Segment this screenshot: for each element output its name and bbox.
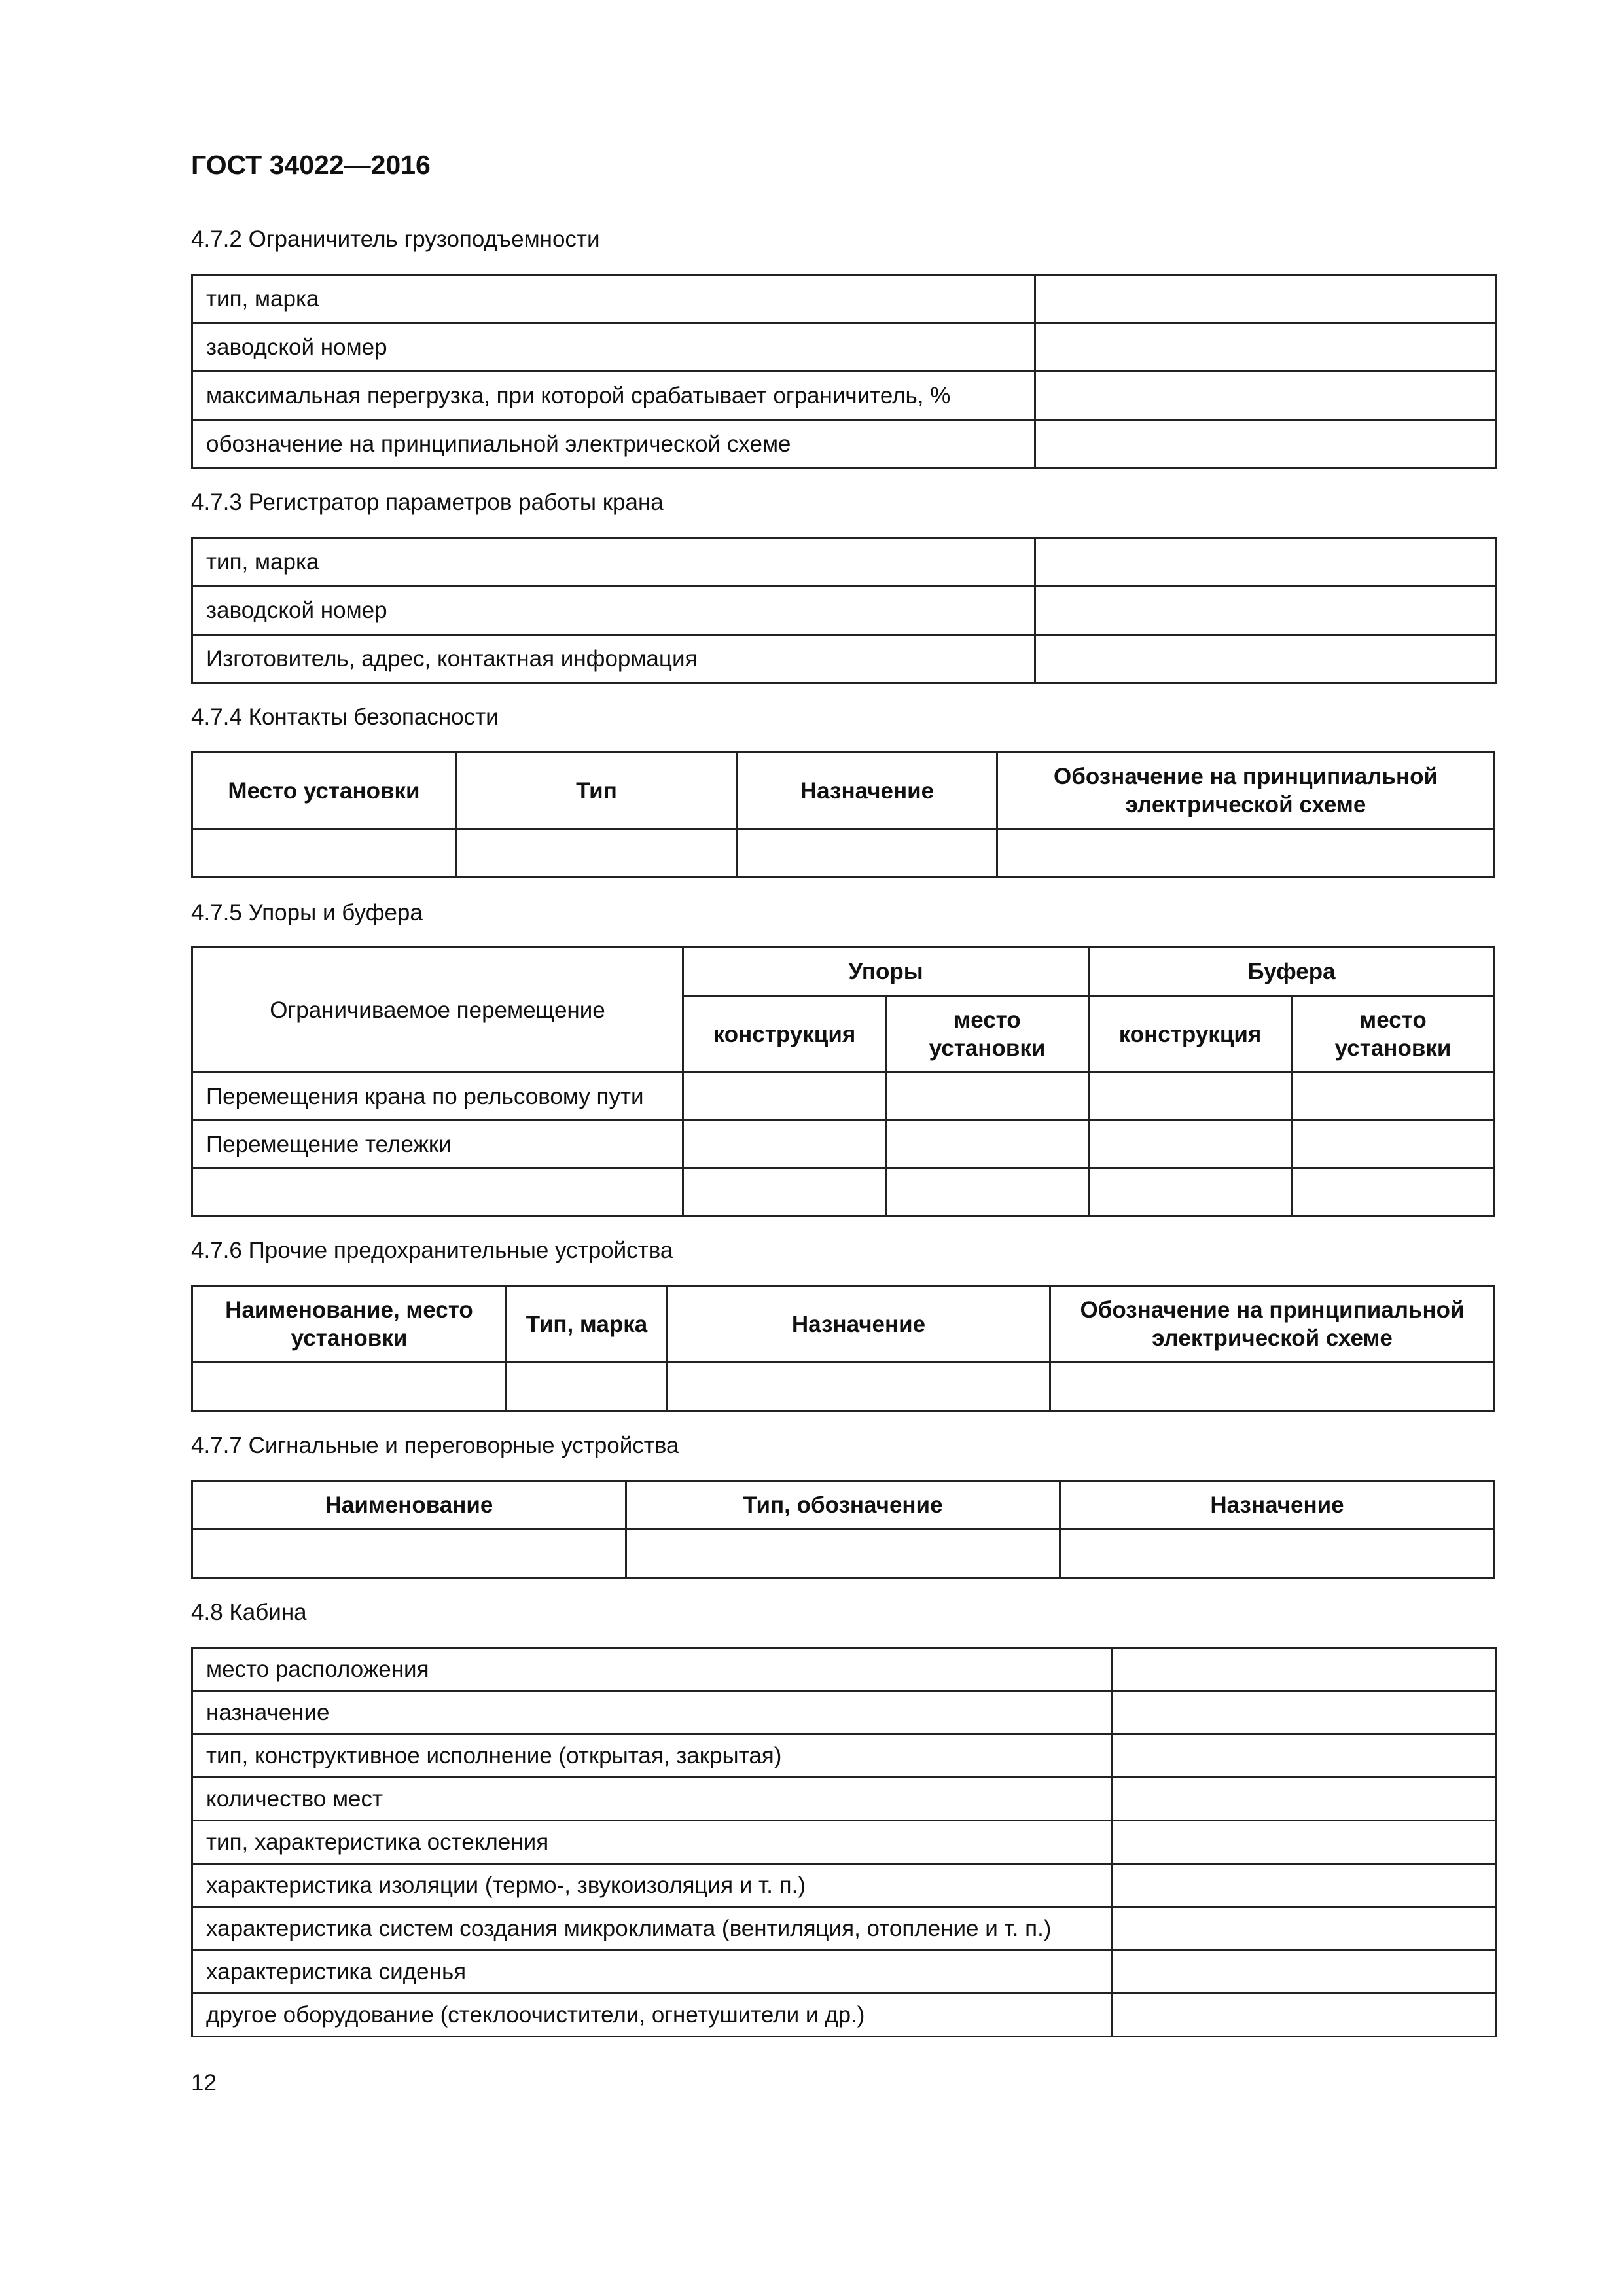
operation-recorder-table	[191, 537, 1497, 684]
value-cell[interactable]	[1113, 1648, 1496, 1691]
value-cell[interactable]	[1050, 1363, 1495, 1411]
value-cell[interactable]	[1060, 1530, 1495, 1578]
stops-buffers-table	[191, 946, 1495, 1217]
table-row	[192, 420, 1496, 469]
column-header: Обозначение на принципиальной электрической схеме	[997, 753, 1495, 829]
section-title-4-7-4: 4.7.4 Контакты безопасности	[191, 704, 499, 730]
document-title: ГОСТ 34022—2016	[191, 150, 431, 180]
row-label: максимальная перегрузка, при которой срабатывает ограничитель, %	[192, 372, 1035, 420]
row-label: характеристика систем создания микроклимата (вентиляция, отопление и т. п.)	[192, 1907, 1113, 1950]
section-title-4-7-6: 4.7.6 Прочие предохранительные устройства	[191, 1238, 673, 1263]
value-cell[interactable]	[1113, 1691, 1496, 1734]
table-row	[192, 1821, 1496, 1864]
column-header: Тип	[456, 753, 738, 829]
column-header: Тип, обозначение	[626, 1481, 1060, 1530]
value-cell[interactable]	[1035, 420, 1496, 469]
column-header: Тип, марка	[507, 1286, 668, 1363]
load-limiter-table	[191, 274, 1497, 469]
column-header-stops-construction: конструкция	[683, 996, 886, 1073]
page-number: 12	[191, 2070, 217, 2096]
table-row	[192, 1121, 1495, 1168]
table-row	[192, 586, 1496, 635]
table-row	[192, 275, 1496, 323]
other-safety-devices-table	[191, 1285, 1495, 1412]
table-header-row	[192, 1286, 1495, 1363]
value-cell[interactable]	[886, 1073, 1089, 1121]
value-cell[interactable]	[1035, 586, 1496, 635]
column-header: Назначение	[1060, 1481, 1495, 1530]
row-label: характеристика изоляции (термо-, звукоизоляция и т. п.)	[192, 1864, 1113, 1907]
column-header-buffers-construction: конструкция	[1089, 996, 1292, 1073]
table-row	[192, 1648, 1496, 1691]
value-cell[interactable]	[683, 1168, 886, 1216]
row-label: Перемещение тележки	[192, 1121, 683, 1168]
row-label: тип, марка	[192, 538, 1035, 586]
signal-devices-table	[191, 1480, 1495, 1579]
row-label[interactable]	[192, 1168, 683, 1216]
section-title-4-7-3: 4.7.3 Регистратор параметров работы крана	[191, 490, 664, 515]
value-cell[interactable]	[1089, 1073, 1292, 1121]
group-header-buffers: Буфера	[1089, 948, 1495, 996]
value-cell[interactable]	[192, 1530, 626, 1578]
table-row	[192, 538, 1496, 586]
column-header-buffers-location: место установки	[1292, 996, 1495, 1073]
value-cell[interactable]	[1035, 275, 1496, 323]
column-header: Обозначение на принципиальной электрической схеме	[1050, 1286, 1495, 1363]
table-row	[192, 1864, 1496, 1907]
value-cell[interactable]	[192, 1363, 507, 1411]
table-header-row	[192, 948, 1495, 996]
value-cell[interactable]	[683, 1073, 886, 1121]
value-cell[interactable]	[668, 1363, 1050, 1411]
value-cell[interactable]	[192, 829, 456, 878]
value-cell[interactable]	[1292, 1121, 1495, 1168]
table-row	[192, 372, 1496, 420]
column-header: Назначение	[738, 753, 997, 829]
value-cell[interactable]	[1113, 1994, 1496, 2037]
value-cell[interactable]	[1113, 1864, 1496, 1907]
value-cell[interactable]	[1035, 538, 1496, 586]
column-header-stops-location: место установки	[886, 996, 1089, 1073]
table-row	[192, 1950, 1496, 1994]
table-row	[192, 635, 1496, 683]
table-row	[192, 1734, 1496, 1778]
column-header: Место установки	[192, 753, 456, 829]
table-row	[192, 1907, 1496, 1950]
safety-contacts-table	[191, 751, 1495, 878]
row-label: другое оборудование (стеклоочистители, огнетушители и др.)	[192, 1994, 1113, 2037]
row-label: характеристика сиденья	[192, 1950, 1113, 1994]
section-title-4-7-7: 4.7.7 Сигнальные и переговорные устройства	[191, 1433, 679, 1458]
value-cell[interactable]	[1113, 1821, 1496, 1864]
row-label: заводской номер	[192, 323, 1035, 372]
table-header-row	[192, 753, 1495, 829]
table-row	[192, 1778, 1496, 1821]
table-header-row	[192, 1481, 1495, 1530]
value-cell[interactable]	[507, 1363, 668, 1411]
row-label: тип, конструктивное исполнение (открытая, закрытая)	[192, 1734, 1113, 1778]
row-label: тип, характеристика остекления	[192, 1821, 1113, 1864]
value-cell[interactable]	[1035, 372, 1496, 420]
row-label: Перемещения крана по рельсовому пути	[192, 1073, 683, 1121]
table-row	[192, 1994, 1496, 2037]
column-header: Назначение	[668, 1286, 1050, 1363]
value-cell[interactable]	[683, 1121, 886, 1168]
table-row	[192, 829, 1495, 878]
value-cell[interactable]	[1089, 1168, 1292, 1216]
section-title-4-8: 4.8 Кабина	[191, 1600, 307, 1625]
value-cell[interactable]	[1113, 1907, 1496, 1950]
row-label: назначение	[192, 1691, 1113, 1734]
value-cell[interactable]	[1292, 1073, 1495, 1121]
row-label: заводской номер	[192, 586, 1035, 635]
row-label: обозначение на принципиальной электрической схеме	[192, 420, 1035, 469]
value-cell[interactable]	[1035, 635, 1496, 683]
table-row	[192, 323, 1496, 372]
table-row	[192, 1530, 1495, 1578]
table-row	[192, 1168, 1495, 1216]
row-label: количество мест	[192, 1778, 1113, 1821]
value-cell[interactable]	[626, 1530, 1060, 1578]
row-label: место расположения	[192, 1648, 1113, 1691]
row-label: тип, марка	[192, 275, 1035, 323]
value-cell[interactable]	[1089, 1121, 1292, 1168]
value-cell[interactable]	[1035, 323, 1496, 372]
value-cell[interactable]	[456, 829, 738, 878]
value-cell[interactable]	[886, 1121, 1089, 1168]
value-cell[interactable]	[886, 1168, 1089, 1216]
table-row	[192, 1073, 1495, 1121]
value-cell[interactable]	[1113, 1734, 1496, 1778]
column-header: Наименование, место установки	[192, 1286, 507, 1363]
table-row	[192, 1691, 1496, 1734]
section-title-4-7-2: 4.7.2 Ограничитель грузоподъемности	[191, 226, 600, 252]
column-header: Наименование	[192, 1481, 626, 1530]
group-header-stops: Упоры	[683, 948, 1089, 996]
table-row	[192, 1363, 1495, 1411]
value-cell[interactable]	[738, 829, 997, 878]
value-cell[interactable]	[1292, 1168, 1495, 1216]
value-cell[interactable]	[1113, 1950, 1496, 1994]
value-cell[interactable]	[1113, 1778, 1496, 1821]
row-label: Изготовитель, адрес, контактная информация	[192, 635, 1035, 683]
value-cell[interactable]	[997, 829, 1495, 878]
column-header-movement: Ограничиваемое перемещение	[192, 948, 683, 1073]
section-title-4-7-5: 4.7.5 Упоры и буфера	[191, 900, 423, 925]
cabin-table	[191, 1647, 1497, 2037]
